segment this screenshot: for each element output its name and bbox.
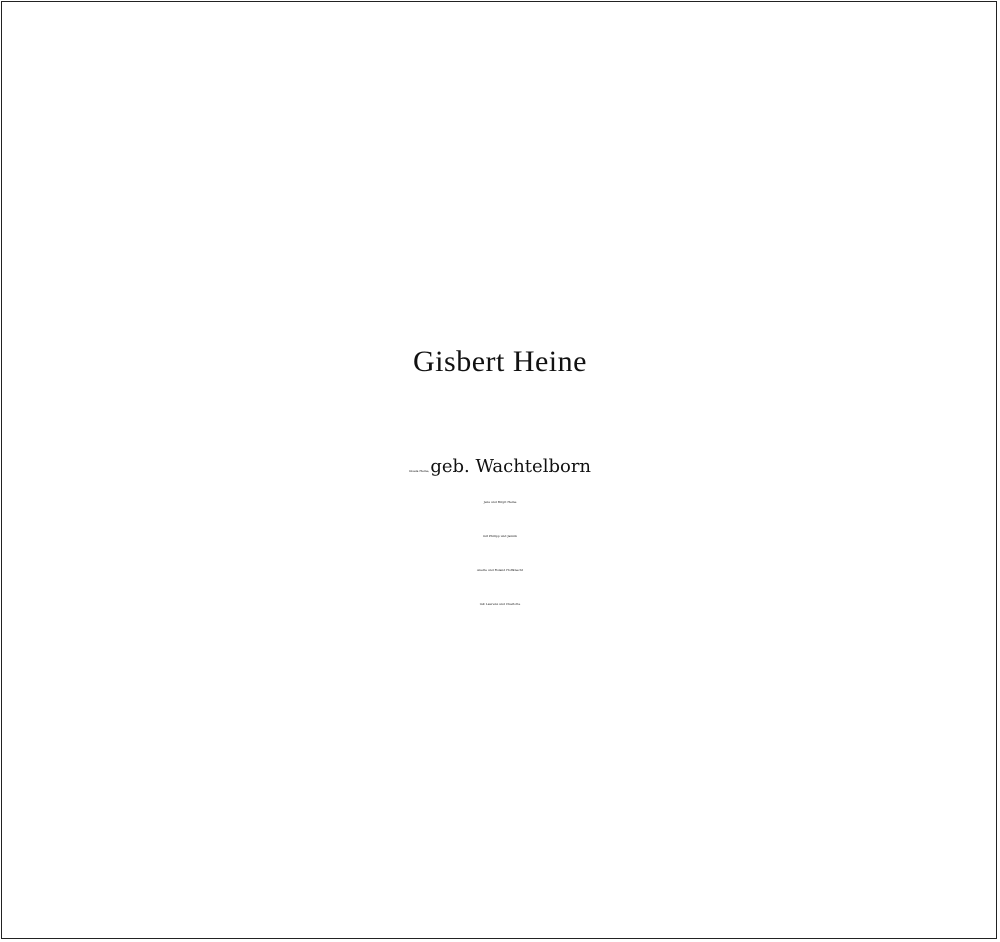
widow-name: Gisela Heine, [408, 469, 430, 473]
poem-line [0, 45, 1000, 71]
poem-line [0, 157, 1000, 183]
family-line: mit Laurenz und Charlotte [479, 602, 521, 606]
intro-line [0, 277, 1000, 303]
family-line: Anette und Roland Hoffknecht [476, 568, 524, 572]
donation-line [0, 873, 1000, 899]
condolence-line [0, 655, 1000, 681]
poem-line [0, 73, 1000, 99]
family-widow [0, 452, 1000, 486]
family-line: mit Philipp und Jannik [483, 534, 517, 538]
deceased-name: Gisbert Heine [413, 345, 587, 378]
poem-line [0, 101, 1000, 127]
intro-line [0, 248, 1000, 274]
poem-line [0, 185, 1000, 211]
service-line [0, 774, 1000, 800]
condolence-line [0, 683, 1000, 709]
family-line: Jens und Birgit Heine [483, 500, 517, 504]
life-dates [0, 394, 1000, 420]
widow-maiden-name: geb. Wachtelborn [430, 456, 592, 477]
donation-line [0, 845, 1000, 871]
poem-line [0, 129, 1000, 155]
service-line [0, 746, 1000, 772]
donation-line [0, 817, 1000, 843]
